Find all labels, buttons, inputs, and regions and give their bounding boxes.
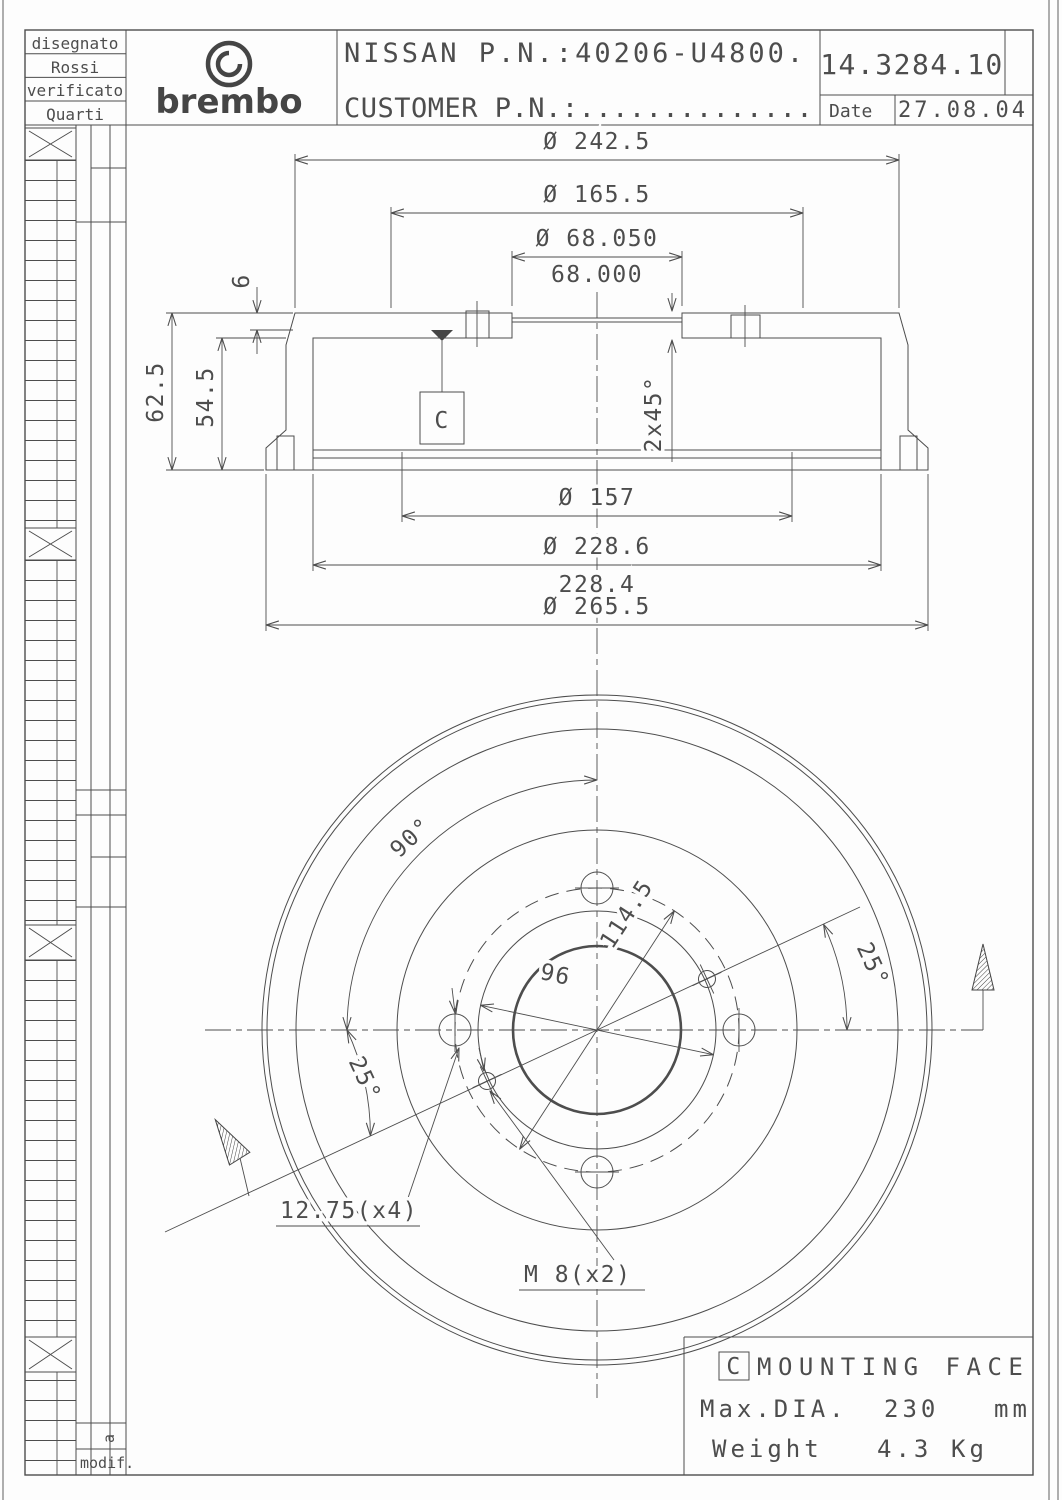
notes-block — [684, 1337, 1033, 1475]
sidebar-ticks — [76, 168, 126, 1449]
section-thread-hole-left — [466, 311, 489, 338]
bolt-hole-arrow2 — [452, 988, 455, 1013]
dim-text-157: Ø 157 — [558, 485, 636, 511]
date-label: Date — [829, 101, 873, 122]
drawing-code: 14.3284.10 — [820, 48, 1004, 81]
label-96: 96 — [537, 959, 574, 992]
dim-text-68min: 68.000 — [550, 262, 644, 288]
brand-wordmark: brembo — [155, 82, 303, 122]
logo-swirl-icon — [218, 53, 240, 75]
dim-text-265: Ø 265.5 — [543, 594, 651, 620]
weight-label: Weight — [712, 1435, 823, 1463]
customer-part-number: CUSTOMER P.N.:.............. — [344, 93, 814, 124]
verified-label: verificato — [26, 81, 124, 100]
x-separator-2 — [25, 528, 76, 560]
dim-text-62: 62.5 — [143, 361, 169, 423]
dim-text-242: Ø 242.5 — [543, 129, 651, 155]
bolt-hole-leader — [408, 1048, 459, 1198]
dim-text-54: 54.5 — [193, 366, 219, 428]
dim-text-68max: Ø 68.050 — [535, 226, 659, 252]
max-dia-value: 230 — [884, 1395, 940, 1423]
max-dia-label: Max.DIA. — [700, 1395, 848, 1423]
right-rim-groove — [900, 436, 917, 470]
datum-letter: C — [434, 408, 450, 434]
label-90deg: 90° — [385, 812, 437, 864]
dim-text-chamfer: 2x45° — [641, 375, 667, 453]
revision-rows-band4 — [25, 1372, 76, 1475]
label-25deg-left: 25° — [342, 1052, 386, 1106]
logo-ring-icon — [208, 43, 250, 85]
label-thread-holes: M 8(x2) — [524, 1262, 632, 1288]
section-right-wall — [682, 313, 928, 470]
designed-label: disegnato — [31, 34, 119, 53]
weight-unit: Kg — [951, 1435, 988, 1463]
thread-hole-centerlines — [477, 301, 745, 347]
x-separator-1 — [25, 128, 76, 160]
left-rim-groove — [277, 436, 294, 470]
section-view — [143, 129, 928, 1398]
x-separator-3 — [25, 925, 76, 960]
dim-text-228min: 228.4 — [558, 572, 636, 598]
date-value: 27.08.04 — [898, 98, 1028, 123]
section-arrow-left — [205, 1113, 250, 1196]
dim-text-165: Ø 165.5 — [543, 182, 651, 208]
brembo-logo — [155, 43, 302, 122]
mounting-face-label: MOUNTING FACE — [757, 1353, 1030, 1381]
sidebar-columns — [76, 125, 126, 1475]
bore-edges — [512, 318, 682, 322]
revision-letter: a — [100, 1433, 118, 1443]
revision-rows-band2 — [25, 560, 76, 925]
dim-text-6: 6 — [229, 273, 255, 289]
datum-triangle-icon — [431, 330, 453, 341]
thread-leader — [490, 1091, 614, 1260]
datum-ref-letter: C — [726, 1354, 742, 1380]
modif-label: modif. — [80, 1454, 135, 1472]
datum-flag — [420, 330, 464, 444]
designed-name: Rossi — [50, 58, 100, 77]
section-thread-hole-right — [731, 315, 760, 338]
arc-25-right — [824, 924, 847, 1030]
title-block — [25, 30, 1033, 125]
section-arrow-right — [972, 944, 994, 1030]
label-25deg-right: 25° — [850, 938, 894, 992]
revision-sidebar — [25, 125, 134, 1475]
x-separator-4 — [25, 1337, 76, 1372]
revision-rows-band1 — [25, 160, 76, 528]
plan-view — [165, 695, 994, 1365]
section-left-wall — [266, 313, 512, 470]
max-dia-unit: mm — [994, 1395, 1031, 1423]
thread-arrow2 — [479, 1048, 484, 1071]
weight-value: 4.3 — [877, 1435, 933, 1463]
label-bolt-holes: 12.75(x4) — [280, 1198, 419, 1224]
verified-name: Quarti — [46, 105, 104, 124]
dim-text-228max: Ø 228.6 — [543, 534, 651, 560]
revision-rows-band3 — [25, 960, 76, 1337]
nissan-part-number: NISSAN P.N.:40206-U4800. — [344, 38, 807, 69]
drawing-border — [25, 30, 1033, 1475]
label-1145: 114.5 — [595, 874, 659, 954]
